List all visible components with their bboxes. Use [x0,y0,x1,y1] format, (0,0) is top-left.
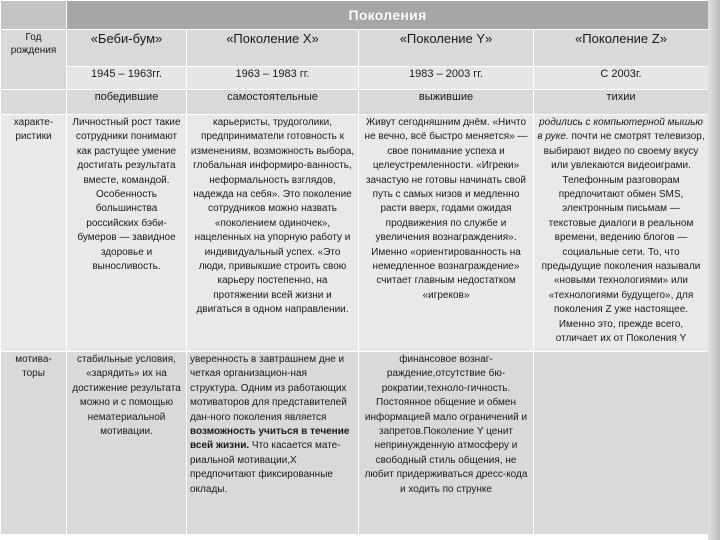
row-label-motivators: мотива-торы [1,352,67,535]
years-row [1,67,709,90]
motiv-x-bold: возможность учиться в течение всей жизни. [190,426,350,452]
motiv-x-text-1: уверенность в завтрашнем дне и четкая организацион-ная структура. Одним из работающих мотиваторов для представителей дан-ного поколения является [190,354,347,423]
type-z: тихии [534,90,709,115]
empty-label-cell [1,90,67,115]
motiv-y: финансовое вознаг-раждение,отсутствие бю-рократии,техноло-гичность. Постоянное общение и обмен информацией мало ограничений и запретов.Поколение Y ценит непринужденную атмосферу и свободный стиль общения, не любит придерживаться дресс-кода и ходить по струнке [359,352,534,535]
char-z [534,115,709,352]
years-y: 1983 – 2003 гг. [359,67,534,90]
char-x: карьеристы, трудоголики, предприниматели готовность к изменениям, возможность выбора, глобальная информиро-ванность, неформальность взглядов, надежда на себя». Это поколение сотрудников можно назвать «поколением одиночек», нацеленных на упорную работу и индивидуальный успех. «Это люди, привыкшие строить свою карьеру постепенно, на протяжении всей жизни и двигаться в одном направлении. [187,115,359,352]
motiv-z [534,352,709,535]
name-x: «Поколение X» [187,30,359,67]
name-boomers: «Беби-бум» [67,30,187,67]
slide-edge-bar [708,0,720,540]
motiv-x-text-2: Что касается мате-риальной мотивации,Х предпочитают фиксированные оклады. [190,440,341,495]
types-row [1,90,709,115]
type-boomers: победившие [67,90,187,115]
table-title-row [1,1,709,30]
type-y: выжившие [359,90,534,115]
row-label-characteristics: характе-ристики [1,115,67,352]
years-z: С 2003г. [534,67,709,90]
type-x: самостоятельные [187,90,359,115]
table-title: Поколения [67,1,709,30]
motiv-x [187,352,359,535]
name-y: «Поколение Y» [359,30,534,67]
characteristics-row [1,115,709,352]
motiv-boomers: стабильные условия, «зарядить» их на достижение результата можно и с помощью нематериальной мотивации. [67,352,187,535]
motivators-row [1,352,709,535]
char-z-highlight: родились с компьютерной мышью в руке. [537,117,703,143]
corner-cell [1,1,67,30]
generation-names-row [1,30,709,67]
years-boomers: 1945 – 1963гг. [67,67,187,90]
name-z: «Поколение Z» [534,30,709,67]
years-x: 1963 – 1983 гг. [187,67,359,90]
char-z-text: почти не смотрят телевизор, выбирают видео по своему вкусу или увлекаются видеоиграми. Телефонным разговорам предпочитают обмен SMS, электронным письмам — текстовые диалоги в реальном времени, ведению блогов — социальные сети. То, что предыдущие поколения называли «новыми технологиями» или «технологиями будущего», для поколения Z уже настоящее. Именно это, прежде всего, отличает их от Поколения Y [541,131,705,345]
row-label-year: Год рождения [1,30,67,90]
char-y: Живут сегодняшним днём. «Ничто не вечно, всё быстро меняется» — свое понимание успеха и целеустремленности. «Игреки» зачастую не готовы начинать свой путь с самых низов и медленно расти вверх, годами ожидая продвижения по службе и увеличения вознаграждения». Именно «ориентированность на немедленное вознаграждение» считает главным недостатком «игреков» [359,115,534,352]
char-boomers: Личностный рост такие сотрудники понимают как растущее умение достигать результата вместе, командой. Особенность большинства российских бэби-бумеров — завидное здоровье и выносливость. [67,115,187,352]
